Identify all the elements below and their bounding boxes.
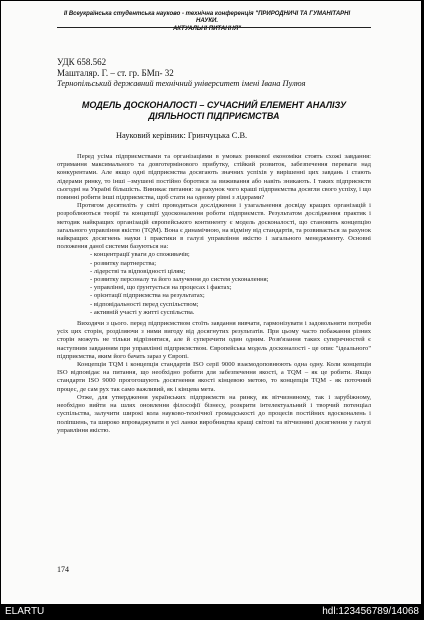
page-number: 174 xyxy=(57,565,69,574)
list-bullet: - xyxy=(90,251,93,259)
list-item-text: орієнтації підприємства на результатах; xyxy=(93,292,205,300)
list-item xyxy=(90,301,371,309)
handle-label: hdl:123456789/14068 xyxy=(322,606,419,617)
repository-label: ELARTU xyxy=(5,606,45,617)
paper-title-line-1: МОДЕЛЬ ДОСКОНАЛОСТІ – СУЧАСНИЙ ЕЛЕМЕНТ АНАЛІЗУ xyxy=(81,100,347,110)
list-item xyxy=(90,284,371,292)
list-bullet: - xyxy=(90,292,93,300)
principles-list xyxy=(57,251,371,317)
list-item-text: управлінні, що ґрунтується на процесах і фактах; xyxy=(93,284,232,292)
conference-header-line-2: АКТУАЛЬНІ ПИТАННЯ" xyxy=(172,25,242,32)
list-item xyxy=(90,268,371,276)
list-item xyxy=(90,276,371,284)
list-item-text: відповідальності перед суспільством; xyxy=(93,300,199,308)
list-bullet: - xyxy=(90,308,93,316)
list-bullet: - xyxy=(90,300,93,308)
paper-title-line-2: ДІЯЛЬНОСТІ ПІДПРИЄМСТВА xyxy=(148,110,280,121)
list-bullet: - xyxy=(90,276,93,284)
list-item-text: розвитку партнерства; xyxy=(93,259,157,267)
paragraph: Перед усіма підприємствами та організаціями в умовах ринкової економіки стоять схожі завдання: отримання максимального та довготермінового прибутку, стійкий розвиток, забезпечення переваги над конкурентами. Але якщо одні підприємства досягають значних успіхів у вирішенні цих завдань і стають лідерами ринку, то інші –змушені постійно боротися за виживання або навіть зникають. І таких підприємств сьогодні на Україні більшість. Виникає питання: за рахунок чого краші підприємства досягли свого успіху, і що повинні робити інші підприємства, щоб стати на одному рівні з лідерами? xyxy=(57,153,371,202)
list-item-text: лідерстві та відповідності цілям; xyxy=(93,267,186,275)
list-item-text: концентрації уваги до споживачів; xyxy=(93,251,190,259)
list-item xyxy=(90,292,371,300)
header-rule xyxy=(57,27,371,28)
paragraph: Виходячи з цього. перед підприємством стоїть завдання вивчати, гармонізувати і задовольняти потреби усіх цих сторін, розділяючи з ними вигоду від досягнутих результатів. При цьому часто побажання різних сторін можуть не тільки відрізнятися, але й суперечити один одним. Розв'язання таких суперечностей є наступним завданням при управлінні підприємством. Європейська модель досконалості - це опис "ідеального" підприємства, яким його бачать зараз у Європі. xyxy=(57,320,371,360)
list-bullet: - xyxy=(90,259,93,267)
document-page xyxy=(1,1,421,604)
paragraph: Отже, для утвердження українських підприємств на ринку, як вітчизняному, так і зарубіжному, необхідно вийти на шлях оновлення філософії бізнесу, розкрити інтелектуальний і творчий потенціал суспільства, залучити широкі кола науково-технічної громадськості до процесів постійних вдосконалень і поліпшень, та широко впроваджувати в усі ланки виробництва кращі світові та вітчизняні досягнення у галузі управління якістю. xyxy=(57,393,371,434)
list-bullet: - xyxy=(90,284,93,292)
conference-header xyxy=(57,11,357,33)
university-line: Тернопільський державний технічний університет імені Івана Пулюя xyxy=(57,79,306,88)
author-line: Машталяр. Г. – ст. гр. БМп- 32 xyxy=(57,68,174,78)
supervisor-line: Науковий керівник: Гринчуцька С.В. xyxy=(116,131,248,140)
list-bullet: - xyxy=(90,267,93,275)
paragraph: Протягом десятиліть у світі проводяться дослідження і узагальнення досвіду кращих організацій і розроблюються теорії та концепції удосконалення роботи підприємств. Результатом дослідження практик і методик найкращих організацій європейського континенту є модель досконалості, що становить концепцію загального управління якістю (TQM). Вона є динамічною, на відміну від стандартів, та розвивається за рахунок найкращих досягнень науки і практики в галузі управління якістю і загального менеджменту. Основні положення даної системи базуються на: xyxy=(57,202,371,251)
list-item xyxy=(90,251,371,259)
conference-header-line-1: II Всеукраїнська студентська науково - технічна конференція "ПРИРОДНИЧІ ТА ГУМАНІТАРНІ НАУКИ. xyxy=(63,11,351,25)
list-item-text: активній участі у житті суспільства. xyxy=(93,308,195,316)
paragraph: Концепція TQM і концепція стандартів ISO серії 9000 взаємодоповнюють одна одну. Коли концепція ISO відповідає на питання, що необхідно робити для забезпечення якості, а TQM – як це робити. Якщо стандарти ISO 9000 прогогошують досягнення якості кінцевою метою, то концепція TQM - як поточний процес, де сам рух так само важливий, як і кінцева мета. xyxy=(57,361,371,393)
paper-title xyxy=(57,100,371,121)
udk-code: УДК 658.562 xyxy=(57,57,107,67)
list-item xyxy=(90,260,371,268)
list-item xyxy=(90,309,371,317)
list-item-text: розвитку персоналу та його залучення до систем усконалення; xyxy=(93,276,269,284)
body-text xyxy=(57,153,371,435)
